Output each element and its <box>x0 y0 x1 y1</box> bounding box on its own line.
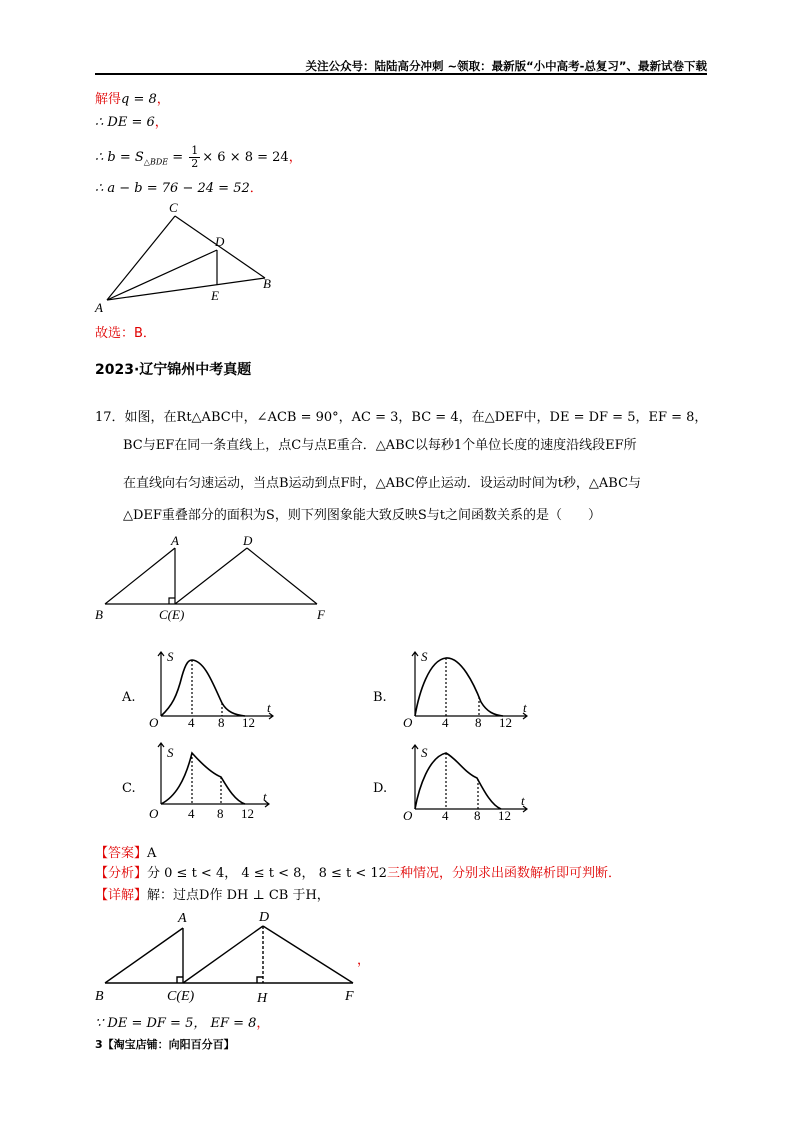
s-axis-label: S <box>167 649 174 664</box>
origin-label: O <box>149 715 159 730</box>
tick-12: 12 <box>499 715 512 730</box>
analysis-text: 三种情况，分别求出函数解析即可判断． <box>386 866 621 881</box>
analysis-tag: 【分析】 <box>95 866 148 881</box>
a-minus-b: ∴ a − b = 76 − 24 = 52 <box>95 181 250 196</box>
t-axis-label: t <box>267 700 271 715</box>
question-number: 17． <box>95 410 125 425</box>
tick-8: 8 <box>218 715 225 730</box>
fraction-half <box>189 145 200 170</box>
de-expression: ∴ DE = 6 <box>95 115 155 130</box>
label-a: A <box>178 911 187 926</box>
answer-tag: 【答案】 <box>95 846 148 861</box>
answer-value: A <box>147 846 157 861</box>
t-axis-label: t <box>263 789 267 804</box>
punct: ， <box>256 1016 270 1031</box>
tick-8: 8 <box>474 808 481 823</box>
option-b-graph[interactable] <box>399 648 534 728</box>
b-subscript: △BDE <box>143 157 169 167</box>
solution-line-4 <box>95 180 263 198</box>
origin-label: O <box>403 715 413 730</box>
label-b: B <box>95 989 104 1004</box>
label-b: B <box>263 276 271 291</box>
tick-12: 12 <box>242 715 255 730</box>
label-f: F <box>345 989 354 1004</box>
label-c: C <box>169 200 178 215</box>
tick-8: 8 <box>217 806 224 821</box>
option-c-label[interactable]: C. <box>122 781 136 796</box>
punct: ， <box>154 115 168 130</box>
tick-4: 4 <box>442 715 449 730</box>
page-footer: 3【淘宝店铺：向阳百分百】 <box>95 1038 235 1051</box>
tick-4: 4 <box>188 715 195 730</box>
label-a: A <box>171 533 179 548</box>
detail-text: 解：过点D作 DH ⊥ CB 于H， <box>147 888 330 903</box>
option-b-label[interactable]: B. <box>373 690 387 705</box>
tick-4: 4 <box>442 808 449 823</box>
option-a-graph[interactable] <box>145 648 280 728</box>
page-header: 关注公众号：陆陆高分冲刺 ~领取：最新版“小中高考-总复习”、最新试卷下载 <box>305 59 707 73</box>
header-rule <box>95 73 707 75</box>
answer-line <box>95 845 156 863</box>
tick-8: 8 <box>475 715 482 730</box>
question-figure <box>95 533 335 625</box>
option-d-graph[interactable] <box>399 741 534 821</box>
punct: ， <box>156 92 170 107</box>
origin-label: O <box>149 806 159 821</box>
option-a-label[interactable]: A. <box>122 690 136 705</box>
label-f: F <box>317 607 325 622</box>
punct: ． <box>249 181 263 196</box>
tick-12: 12 <box>241 806 254 821</box>
solve-label: 解得 <box>95 92 122 107</box>
frac-den: 2 <box>191 157 199 170</box>
detail-tag: 【详解】 <box>95 888 148 903</box>
option-c-graph[interactable] <box>145 741 280 821</box>
b-expression-c: × 6 × 8 = 24 <box>202 150 289 165</box>
frac-num: 1 <box>191 144 199 157</box>
label-e: E <box>211 288 219 303</box>
given-line <box>95 1015 269 1033</box>
question-line-4: △DEF重叠部分的面积为S，则下列图象能大致反映S与t之间函数关系的是（ ） <box>123 508 601 523</box>
s-axis-label: S <box>421 745 428 760</box>
final-choice: 故选：B． <box>95 326 156 341</box>
question-line-3: 在直线向右匀速运动，当点B运动到点F时，△ABC停止运动．设运动时间为t秒，△ABC与 <box>123 476 642 491</box>
figure-comma: ， <box>357 952 371 967</box>
triangle-figure-1 <box>95 200 285 315</box>
equals: = <box>168 150 188 165</box>
label-d: D <box>243 533 253 548</box>
tick-12: 12 <box>498 808 511 823</box>
s-axis-label: S <box>167 745 174 760</box>
label-d: D <box>215 234 225 249</box>
label-ce: C(E) <box>159 607 185 622</box>
t-axis-label: t <box>523 700 527 715</box>
solution-figure <box>95 906 375 1006</box>
label-a: A <box>95 300 103 315</box>
analysis-line <box>95 865 621 883</box>
given-expression: ∵ DE = DF = 5， EF = 8 <box>95 1016 257 1031</box>
label-d: D <box>259 910 270 925</box>
question-text-1: 如图，在Rt△ABC中，∠ACB = 90°，AC = 3，BC = 4，在△DEF中，DE = DF = 5，EF = 8， <box>124 410 708 425</box>
origin-label: O <box>403 808 413 823</box>
solution-line-3 <box>95 145 302 172</box>
question-line-2: BC与EF在同一条直线上，点C与点E重合．△ABC以每秒1个单位长度的速度沿线段EF所 <box>123 438 637 453</box>
q-expression: q = 8 <box>121 92 157 107</box>
label-h: H <box>257 991 268 1006</box>
tick-4: 4 <box>188 806 195 821</box>
solution-line-1 <box>95 91 170 109</box>
t-axis-label: t <box>521 793 525 808</box>
label-b: B <box>95 607 103 622</box>
option-d-label[interactable]: D. <box>373 781 388 796</box>
solution-line-2 <box>95 114 168 132</box>
punct: ， <box>288 150 302 165</box>
analysis-cases: 分 0 ≤ t < 4， 4 ≤ t < 8， 8 ≤ t < 12 <box>147 866 387 881</box>
b-expression-a: ∴ b = S <box>95 150 144 165</box>
s-axis-label: S <box>421 649 428 664</box>
question-line-1 <box>95 408 707 428</box>
detail-line <box>95 887 330 905</box>
section-title: 2023·辽宁锦州中考真题 <box>95 362 252 378</box>
label-ce: C(E) <box>167 989 195 1004</box>
